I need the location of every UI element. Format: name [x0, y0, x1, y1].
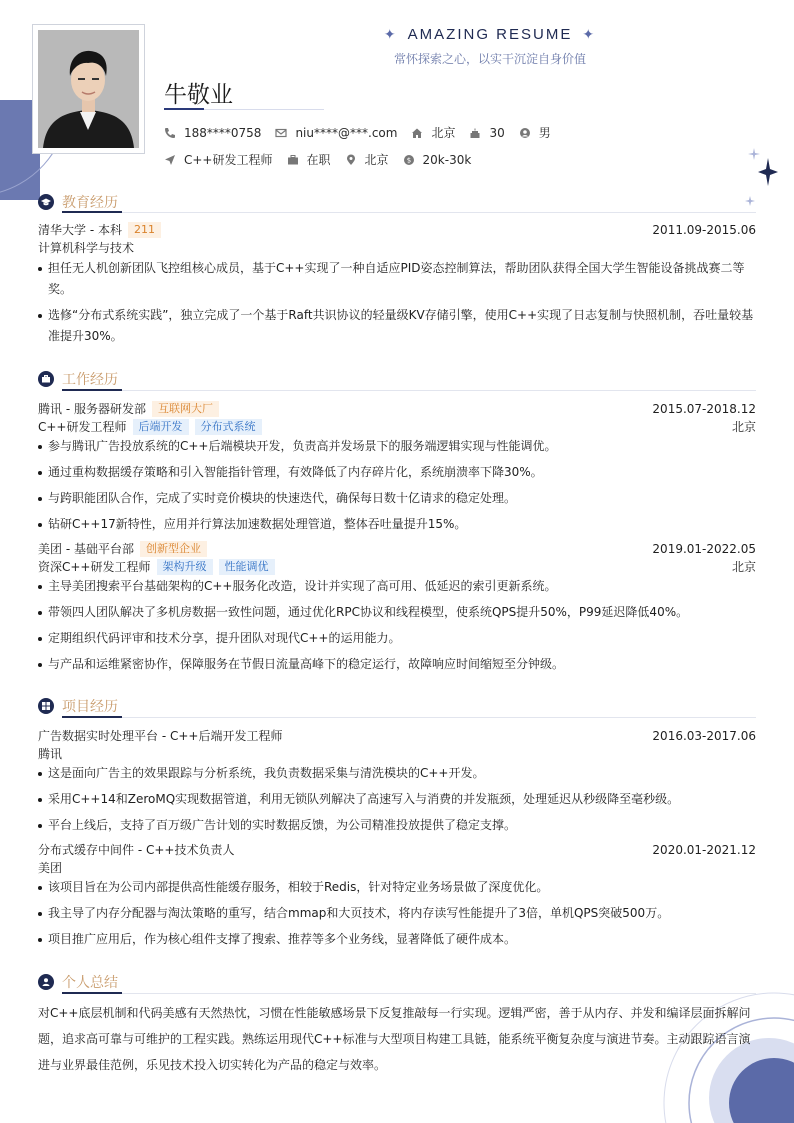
- skill-tag: 性能调优: [219, 559, 275, 575]
- home-icon: [411, 127, 423, 139]
- project-bullets: [38, 877, 756, 955]
- projects-section-header: [38, 696, 118, 716]
- phone-icon: [164, 127, 176, 139]
- section-title: 项目经历: [62, 699, 118, 715]
- list-item: 带领四人团队解决了多机房数据一致性问题，通过优化RPC协议和线程模型，使系统QPS提升50%，P99延迟降低40%。: [38, 602, 756, 623]
- list-item: 采用C++14和ZeroMQ实现数据管道，利用无锁队列解决了高速写入与消费的并发瓶颈，处理延迟从秒级降至毫秒级。: [38, 789, 756, 810]
- education-dates: 2011.09-2015.06: [652, 223, 756, 237]
- summary-text: 对C++底层机制和代码美感有天然热忱，习惯在性能敏感场景下反复推敲每一行实现。逻辑严密，善于从内存、并发和编译层面拆解问题，追求高可靠与可维护的工程实践。熟练运用现代C++标准与大型项目构建工具链，能系统平衡复杂度与演进节奏。主动跟踪语言演进与业界最佳范例，乐见技术投入切实转化为产品的稳定与效率。: [38, 1006, 751, 1072]
- project-name: 分布式缓存中间件 - C++技术负责人: [38, 843, 235, 857]
- avatar: [38, 30, 139, 148]
- list-item: 与产品和运维紧密协作，保障服务在节假日流量高峰下的稳定运行，故障响应时间缩短至分钟级。: [38, 654, 756, 675]
- briefcase-icon: [38, 371, 54, 387]
- grid-icon: [38, 698, 54, 714]
- section-divider-accent: [62, 389, 122, 391]
- job-intent-row: [164, 151, 485, 168]
- age-item: [469, 126, 504, 140]
- project-dates: 2020.01-2021.12: [652, 843, 756, 857]
- skill-tag: 架构升级: [157, 559, 213, 575]
- job-entry-header: [38, 401, 756, 417]
- education-section-header: [38, 192, 118, 212]
- city-value: 北京: [431, 126, 456, 140]
- city-item: [411, 124, 455, 141]
- company-tag: 创新型企业: [140, 541, 207, 557]
- section-divider: [62, 717, 756, 718]
- school-tag: 211: [128, 222, 161, 238]
- school-name: 清华大学 - 本科: [38, 223, 122, 237]
- project-name: 广告数据实时处理平台 - C++后端开发工程师: [38, 729, 283, 743]
- list-item: 担任无人机创新团队飞控组核心成员，基于C++实现了一种自适应PID姿态控制算法，帮助团队获得全国大学生智能设备挑战赛二等奖。: [38, 258, 756, 300]
- target-city-item: [345, 151, 389, 168]
- list-item: 这是面向广告主的效果跟踪与分析系统，我负责数据采集与清洗模块的C++开发。: [38, 763, 756, 784]
- age-value: 30: [489, 125, 505, 140]
- project-org: 美团: [38, 861, 63, 875]
- diamond-icon: ✦: [582, 26, 597, 42]
- list-item: 我主导了内存分配器与淘汰策略的重写，结合mmap和大页技术，将内存读写性能提升了3倍，单机QPS突破500万。: [38, 903, 756, 924]
- person-icon: [519, 127, 531, 139]
- section-divider: [62, 993, 756, 994]
- section-divider-accent: [62, 992, 122, 994]
- skill-tag: 分布式系统: [195, 419, 262, 435]
- list-item: 与跨职能团队合作，完成了实时竞价模块的快速迭代，确保每日数十亿请求的稳定处理。: [38, 488, 756, 509]
- send-icon: [164, 154, 176, 166]
- skill-tag: 后端开发: [133, 419, 189, 435]
- sparkle-icon: [740, 140, 780, 210]
- gender-value: 男: [538, 126, 551, 140]
- job-role-row: [38, 559, 756, 575]
- mail-icon: [275, 127, 287, 139]
- diamond-icon: ✦: [383, 26, 398, 42]
- job-bullets: [38, 436, 756, 540]
- list-item: 该项目旨在为公司内部提供高性能缓存服务，相较于Redis，针对特定业务场景做了深度优化。: [38, 877, 756, 898]
- job-bullets: [38, 576, 756, 680]
- company-name: 腾讯 - 服务器研发部: [38, 402, 146, 416]
- profile-photo: [32, 24, 145, 154]
- section-divider-accent: [62, 211, 122, 213]
- section-divider: [62, 390, 756, 391]
- job-dates: 2019.01-2022.05: [652, 542, 756, 556]
- user-icon: [38, 974, 54, 990]
- target-city-value: 北京: [364, 153, 389, 167]
- list-item: 定期组织代码评审和技术分享，提升团队对现代C++的运用能力。: [38, 628, 756, 649]
- section-divider-accent: [62, 716, 122, 718]
- briefcase-icon: [287, 154, 299, 166]
- money-icon: [403, 154, 415, 166]
- section-title: 工作经历: [62, 372, 118, 388]
- work-section-header: [38, 369, 118, 389]
- project-bullets: [38, 763, 756, 841]
- motto: 常怀探索之心，以实干沉淀自身价值: [393, 52, 586, 66]
- project-org: 腾讯: [38, 747, 63, 761]
- resume-title: [340, 26, 640, 43]
- email-item: [275, 126, 397, 140]
- job-dates: 2015.07-2018.12: [652, 402, 756, 416]
- list-item: 平台上线后，支持了百万级广告计划的实时数据反馈，为公司精准投放提供了稳定支撑。: [38, 815, 756, 836]
- project-entry-header: [38, 728, 756, 744]
- company-tag: 互联网大厂: [152, 401, 219, 417]
- candidate-name: 牛敬业: [164, 82, 233, 108]
- name-underline: [164, 108, 204, 110]
- section-title: 教育经历: [62, 195, 118, 211]
- contact-row: [164, 124, 565, 141]
- location-pin-icon: [345, 154, 357, 166]
- salary-value: 20k-30k: [422, 152, 472, 167]
- graduation-cap-icon: [38, 194, 54, 210]
- company-name: 美团 - 基础平台部: [38, 542, 134, 556]
- salary-item: [403, 153, 472, 167]
- list-item: 通过重构数据缓存策略和引入智能指针管理，有效降低了内存碎片化，系统崩溃率下降30%。: [38, 462, 756, 483]
- resume-title-text: AMAZING RESUME: [407, 26, 573, 43]
- cake-icon: [469, 127, 481, 139]
- name-underline-light: [204, 109, 324, 110]
- job-location: 北京: [731, 560, 756, 574]
- list-item: 选修“分布式系统实践”，独立完成了一个基于Raft共识协议的轻量级KV存储引擎，使用C++实现了日志复制与快照机制，吞吐量较基准提升30%。: [38, 305, 756, 347]
- status-item: [287, 151, 331, 168]
- job-entry-header: [38, 541, 756, 557]
- list-item: 主导美团搜索平台基础架构的C++服务化改造，设计并实现了高可用、低延迟的索引更新系统。: [38, 576, 756, 597]
- job-role: 资深C++研发工程师: [38, 560, 151, 574]
- job-role: C++研发工程师: [38, 420, 127, 434]
- resume-title-block: [340, 26, 640, 67]
- education-entry-header: [38, 222, 756, 238]
- svg-text:$: $: [406, 156, 411, 164]
- phone-value: 188****0758: [184, 125, 262, 140]
- status-value: 在职: [306, 153, 331, 167]
- list-item: 钻研C++17新特性，应用并行算法加速数据处理管道，整体吞吐量提升15%。: [38, 514, 756, 535]
- education-bullets: [38, 258, 756, 352]
- list-item: 项目推广应用后，作为核心组件支撑了搜索、推荐等多个业务线，显著降低了硬件成本。: [38, 929, 756, 950]
- phone-item: [164, 126, 261, 140]
- summary-section-header: [38, 972, 118, 992]
- job-role-row: [38, 419, 756, 435]
- position-item: [164, 151, 273, 168]
- project-entry-header: [38, 842, 756, 858]
- job-location: 北京: [731, 420, 756, 434]
- project-dates: 2016.03-2017.06: [652, 729, 756, 743]
- gender-item: [519, 124, 551, 141]
- list-item: 参与腾讯广告投放系统的C++后端模块开发，负责高并发场景下的服务端逻辑实现与性能调优。: [38, 436, 756, 457]
- position-value: C++研发工程师: [184, 153, 273, 167]
- email-value: niu****@***.com: [295, 125, 398, 140]
- section-title: 个人总结: [62, 975, 118, 991]
- section-divider: [62, 212, 756, 213]
- major: 计算机科学与技术: [38, 241, 135, 255]
